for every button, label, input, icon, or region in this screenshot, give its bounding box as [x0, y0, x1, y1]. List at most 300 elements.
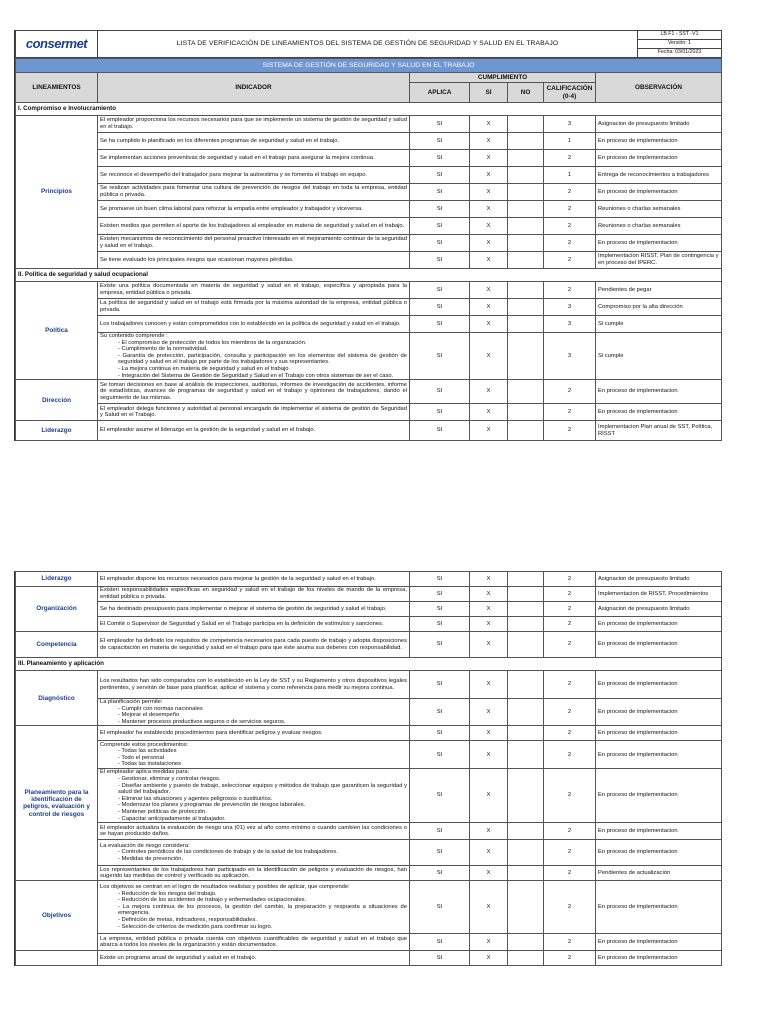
- no-cell: [508, 823, 544, 840]
- si-cell: X: [470, 934, 508, 951]
- aplica-cell: SI: [410, 201, 470, 218]
- aplica-cell: SI: [410, 404, 470, 421]
- table-row: [16, 282, 722, 299]
- aplica-cell: SI: [410, 421, 470, 441]
- indicador-cell: [98, 184, 410, 201]
- table-row: [16, 602, 722, 617]
- section-row: [16, 269, 722, 282]
- observacion-cell: Implementacion Plan anual de SST, Política, RISST: [596, 421, 722, 441]
- calificacion-cell: 1: [544, 167, 596, 184]
- indicador-line: - Gestionar, eliminar y controlar riesgos.: [118, 775, 221, 782]
- observacion-cell: Compromiso por la alta dirección: [596, 299, 722, 316]
- no-cell: [508, 380, 544, 404]
- no-cell: [508, 116, 544, 133]
- table-row: [16, 866, 722, 881]
- indicador-cell: [98, 333, 410, 380]
- si-cell: X: [470, 632, 508, 658]
- indicador-line: Existe un programa anual de seguridad y salud en el trabajo.: [100, 954, 257, 961]
- indicador-cell: [98, 299, 410, 316]
- indicador-line: La evaluación de riesgo considera:: [100, 842, 190, 849]
- no-cell: [508, 866, 544, 881]
- no-cell: [508, 699, 544, 726]
- col-no: NO: [508, 83, 544, 103]
- indicador-line: Se reconoce el desempeño del trabajador para mejorar la autoestima y se fomenta el trabajo en equipo.: [100, 171, 368, 178]
- aplica-cell: SI: [410, 741, 470, 769]
- table-row: [16, 726, 722, 741]
- calificacion-cell: 2: [544, 602, 596, 617]
- si-cell: X: [470, 235, 508, 252]
- table-row: [16, 184, 722, 201]
- indicador-line: Los representantes de los trabajadores han participado en la identificación de peligros y evaluación de riesgos, han sugerido las medidas de control y verificado su aplicación.: [100, 866, 407, 880]
- indicador-cell: [98, 671, 410, 699]
- no-cell: [508, 201, 544, 218]
- calificacion-cell: 1: [544, 133, 596, 150]
- si-cell: X: [470, 116, 508, 133]
- observacion-cell: Si cumple: [596, 333, 722, 380]
- indicador-line: - Diseñar ambiente y puesto de trabajo, seleccionar equipos y métodos de trabajo que garanticen la seguridad y salud del trabajador.: [118, 782, 407, 796]
- indicador-line: - Cumplir con normas nacionales: [118, 705, 203, 712]
- indicador-cell: [98, 218, 410, 235]
- no-cell: [508, 252, 544, 269]
- no-cell: [508, 235, 544, 252]
- table-row: [16, 951, 722, 966]
- calificacion-cell: 2: [544, 951, 596, 966]
- indicador-line: Existen medios que permiten el aporte de los trabajadores al empleador en materia de seguridad y salud en el trabajo.: [100, 222, 405, 229]
- si-cell: X: [470, 218, 508, 235]
- aplica-cell: SI: [410, 699, 470, 726]
- observacion-cell: Asignacion de presupuesto limitado: [596, 116, 722, 133]
- si-cell: X: [470, 572, 508, 587]
- calificacion-cell: 2: [544, 823, 596, 840]
- calificacion-cell: 2: [544, 769, 596, 823]
- indicador-line: - Todas las actividades: [118, 748, 177, 755]
- table-row: [16, 572, 722, 587]
- indicador-cell: [98, 150, 410, 167]
- si-cell: X: [470, 823, 508, 840]
- si-cell: X: [470, 252, 508, 269]
- table-row: [16, 235, 722, 252]
- no-cell: [508, 184, 544, 201]
- indicador-line: El empleador dispone los recursos necesarios para mejorar la gestión de la seguridad y salud en el trabajo.: [100, 575, 376, 582]
- indicador-line: - El compromiso de protección de todos los miembros de la organización.: [118, 339, 307, 346]
- no-cell: [508, 840, 544, 866]
- table-row: [16, 741, 722, 769]
- no-cell: [508, 726, 544, 741]
- no-cell: [508, 133, 544, 150]
- observacion-cell: En proceso de implementacion: [596, 184, 722, 201]
- indicador-line: Existe una política documentada en materia de seguridad y salud en el trabajo, específica y apropiada para la empresa, entidad pública o privada.: [100, 283, 407, 296]
- aplica-cell: SI: [410, 572, 470, 587]
- observacion-cell: Implementacion RISST, Plan de contingencia y en proceso del IPERC.: [596, 252, 722, 269]
- calificacion-cell: 2: [544, 617, 596, 632]
- calificacion-cell: 2: [544, 632, 596, 658]
- company-logo: consermet: [16, 31, 98, 58]
- checklist-table-2: [15, 571, 722, 966]
- no-cell: [508, 602, 544, 617]
- lineamiento-cell: Competencia: [16, 632, 98, 658]
- indicador-line: Se ha destinado presupuesto para implementar o mejorar el sistema de gestión de seguridad y salud el trabajo.: [100, 605, 387, 612]
- no-cell: [508, 741, 544, 769]
- indicador-line: El empleador asume el liderazgo en la gestión de la seguridad y salud en el trabajo.: [100, 427, 316, 434]
- indicador-line: - La mejora continua de los procesos, la gestión del cambio, la preparación y respuesta a situaciones de emergencia.: [118, 903, 407, 917]
- calificacion-cell: 2: [544, 572, 596, 587]
- si-cell: X: [470, 133, 508, 150]
- table-row: [16, 218, 722, 235]
- indicador-cell: [98, 252, 410, 269]
- indicador-cell: [98, 380, 410, 404]
- table-row: [16, 333, 722, 380]
- indicador-line: Se toman decisiones en base al análisis de inspecciones, auditorias, informes de investigación de accidentes, informe de estadísticas, avances de programas de seguridad y salud en el trabajo y opiniones de trabajadores, dando el seguimiento de las mismas.: [100, 381, 407, 401]
- indicador-line: El empleador ha establecido procedimientos para identificar peligros y evaluar riesgos.: [100, 730, 323, 737]
- indicador-line: Los resultados han sido comparados con lo establecido en la Ley de SST y su Reglamento y otros dispositivos legales pertinentes, y servirán de base para planificar, aplicar el sistema y como referencia para medir su mejora continua.: [100, 677, 407, 691]
- si-cell: X: [470, 201, 508, 218]
- indicador-cell: [98, 404, 410, 421]
- indicador-line: Su contenido comprende :: [100, 333, 168, 339]
- document-code: LB F1 - SST -V1: [638, 31, 722, 40]
- indicador-line: Se realizan actividades para fomentar una cultura de prevención de riesgos del trabajo en toda la empresa, entidad pública o privada.: [100, 185, 407, 198]
- calificacion-cell: 2: [544, 934, 596, 951]
- indicador-cell: [98, 421, 410, 441]
- lineamiento-cell: Liderazgo: [16, 421, 98, 441]
- table-row: [16, 380, 722, 404]
- indicador-line: La política de seguridad y salud en el trabajo está firmada por la máxima autoridad de la empresa, entidad pública o privada.: [100, 300, 407, 313]
- observacion-cell: En proceso de implementacion: [596, 934, 722, 951]
- indicador-line: El Comité o Supervisor de Seguridad y Salud en el Trabajo participa en la definición de estímulos y sanciones.: [100, 620, 384, 627]
- aplica-cell: SI: [410, 316, 470, 333]
- si-cell: X: [470, 726, 508, 741]
- si-cell: X: [470, 617, 508, 632]
- observacion-cell: Asignacion de presupuesto limitado: [596, 602, 722, 617]
- aplica-cell: SI: [410, 632, 470, 658]
- si-cell: X: [470, 741, 508, 769]
- observacion-cell: Reuniones o charlas semanales: [596, 218, 722, 235]
- indicador-cell: [98, 617, 410, 632]
- indicador-cell: [98, 866, 410, 881]
- observacion-cell: En proceso de implementacion: [596, 840, 722, 866]
- calificacion-cell: 2: [544, 881, 596, 934]
- aplica-cell: SI: [410, 617, 470, 632]
- si-cell: X: [470, 421, 508, 441]
- table-row: [16, 150, 722, 167]
- indicador-line: - Definición de metas, indicadores, responsabilidades.: [118, 917, 257, 924]
- indicador-line: - Controles periódicos de las condiciones de trabajo y de la salud de los trabajadores.: [118, 849, 338, 856]
- no-cell: [508, 167, 544, 184]
- indicador-cell: [98, 572, 410, 587]
- indicador-cell: [98, 282, 410, 299]
- si-cell: X: [470, 671, 508, 699]
- observacion-cell: En proceso de implementacion: [596, 671, 722, 699]
- indicador-cell: [98, 316, 410, 333]
- aplica-cell: SI: [410, 587, 470, 602]
- observacion-cell: En proceso de implementacion: [596, 632, 722, 658]
- indicador-cell: [98, 769, 410, 823]
- lineamiento-cell: [16, 951, 98, 966]
- si-cell: X: [470, 699, 508, 726]
- calificacion-cell: 2: [544, 726, 596, 741]
- indicador-cell: [98, 934, 410, 951]
- table-row: [16, 617, 722, 632]
- indicador-line: - Modernizar los planes y programas de prevención de riesgos laborales.: [118, 802, 306, 809]
- indicador-line: - Mantener políticas de protección.: [118, 808, 207, 815]
- indicador-line: - Reducción de los accidentes de trabajo y enfermedades ocupacionales.: [118, 897, 307, 904]
- table-row: [16, 116, 722, 133]
- calificacion-cell: 2: [544, 380, 596, 404]
- indicador-cell: [98, 699, 410, 726]
- indicador-cell: [98, 235, 410, 252]
- indicador-line: La planificación permite:: [100, 699, 163, 705]
- indicador-line: Se tiene evaluado los principales riesgos que ocasionan mayores pérdidas.: [100, 256, 294, 263]
- si-cell: X: [470, 840, 508, 866]
- calificacion-cell: 2: [544, 201, 596, 218]
- aplica-cell: SI: [410, 881, 470, 934]
- observacion-cell: Implementacion de RISST, Procedimientos: [596, 587, 722, 602]
- col-si: SI: [470, 83, 508, 103]
- indicador-cell: [98, 602, 410, 617]
- indicador-line: El empleador actualiza la evaluación de riesgo una (01) vez al año como mínimo o cuando cambien las condiciones o se hayan producido daños.: [100, 824, 407, 838]
- observacion-cell: En proceso de implementacion: [596, 951, 722, 966]
- indicador-cell: [98, 881, 410, 934]
- document-title: LISTA DE VERIFICACIÓN DE LINEAMIENTOS DEL SISTEMA DE GESTIÓN DE SEGURIDAD Y SALUD EN EL TRABAJO: [98, 31, 638, 58]
- document-date: Fecha: 03/01/2023: [638, 49, 722, 58]
- col-aplica: APLICA: [410, 83, 470, 103]
- calificacion-cell: 2: [544, 235, 596, 252]
- indicador-cell: [98, 823, 410, 840]
- lineamiento-cell: Objetivos: [16, 881, 98, 951]
- aplica-cell: SI: [410, 116, 470, 133]
- calificacion-cell: 2: [544, 282, 596, 299]
- table-row: [16, 671, 722, 699]
- observacion-cell: Si cumple: [596, 316, 722, 333]
- no-cell: [508, 333, 544, 380]
- table-row: [16, 252, 722, 269]
- indicador-line: Existen mecanismos de reconocimiento del personal proactivo interesado en el mejoramiento continuo de la seguridad y salud en el trabajo.: [100, 236, 407, 249]
- indicador-line: - Garantía de protección, participación, consulta y participación en los elementos del sistema de gestión de seguridad y salud en el trabajo por parte de los trabajadores y sus representantes.: [118, 352, 407, 366]
- indicador-line: El empleador proporciona los recursos necesarios para que se implemente un sistema de gestión de seguridad y salud en el trabajo.: [100, 117, 407, 130]
- col-observacion: OBSERVACIÓN: [596, 73, 722, 103]
- indicador-line: - Reducción de los riesgos del trabajo.: [118, 890, 217, 897]
- lineamiento-cell: Organización: [16, 587, 98, 632]
- observacion-cell: Pendientes de pegar: [596, 282, 722, 299]
- no-cell: [508, 572, 544, 587]
- indicador-cell: [98, 587, 410, 602]
- col-cumplimiento: CUMPLIMIENTO: [410, 73, 596, 83]
- observacion-cell: En proceso de implementacion: [596, 380, 722, 404]
- indicador-line: - Selección de criterios de medición para confirmar su logro.: [118, 923, 273, 930]
- observacion-cell: En proceso de implementacion: [596, 617, 722, 632]
- indicador-line: - Integración del Sistema de Gestión de Seguridad y Salud en el Trabajo con otros sistemas de ser el caso.: [118, 372, 394, 379]
- no-cell: [508, 421, 544, 441]
- no-cell: [508, 632, 544, 658]
- observacion-cell: Asignacion de presupuesto limitado: [596, 572, 722, 587]
- col-calificacion: CALIFICACIÓN (0-4): [544, 83, 596, 103]
- si-cell: X: [470, 184, 508, 201]
- aplica-cell: SI: [410, 671, 470, 699]
- indicador-line: - La mejora continua en materia de seguridad y salud en el trabajo: [118, 365, 289, 372]
- indicador-line: - Capacitar anticipadamente al trabajador.: [118, 815, 226, 822]
- indicador-line: Los trabajadores conocen y están comprometidos con lo establecido en la política de seguridad y salud en el trabajo.: [100, 320, 401, 327]
- calificacion-cell: 2: [544, 866, 596, 881]
- indicador-line: - Cumplimiento de la normatividad.: [118, 346, 208, 353]
- calificacion-cell: 2: [544, 252, 596, 269]
- calificacion-cell: 2: [544, 587, 596, 602]
- si-cell: X: [470, 404, 508, 421]
- observacion-cell: En proceso de implementacion: [596, 741, 722, 769]
- table-row: [16, 699, 722, 726]
- no-cell: [508, 934, 544, 951]
- lineamiento-cell: Diagnóstico: [16, 671, 98, 726]
- aplica-cell: SI: [410, 235, 470, 252]
- indicador-line: El empleador ha definido los requisitos de competencia necesarios para cada puesto de trabajo y adopta disposiciones de capacitación en materia de seguridad y salud en el trabajo para que éste asuma sus deberes con responsabilidad.: [100, 637, 407, 651]
- no-cell: [508, 218, 544, 235]
- aplica-cell: SI: [410, 252, 470, 269]
- calificacion-cell: 3: [544, 333, 596, 380]
- indicador-cell: [98, 632, 410, 658]
- aplica-cell: SI: [410, 602, 470, 617]
- indicador-cell: [98, 726, 410, 741]
- table-row: [16, 934, 722, 951]
- indicador-line: Existen responsabilidades específicas en seguridad y salud en el trabajo de los niveles de mando de la empresa, entidad pública o privada.: [100, 587, 407, 600]
- aplica-cell: SI: [410, 299, 470, 316]
- indicador-line: - Medidas de prevención.: [118, 855, 184, 862]
- table-row: [16, 404, 722, 421]
- no-cell: [508, 150, 544, 167]
- aplica-cell: SI: [410, 769, 470, 823]
- indicador-line: Los objetivos se centran en el logro de resultados realistas y posibles de aplicar, que comprende:: [100, 884, 350, 891]
- si-cell: X: [470, 602, 508, 617]
- si-cell: X: [470, 380, 508, 404]
- indicador-cell: [98, 741, 410, 769]
- table-row: [16, 587, 722, 602]
- aplica-cell: SI: [410, 167, 470, 184]
- observacion-cell: En proceso de implementacion: [596, 404, 722, 421]
- section-title: II. Política de seguridad y salud ocupacional: [16, 269, 722, 282]
- si-cell: X: [470, 282, 508, 299]
- calificacion-cell: 3: [544, 316, 596, 333]
- aplica-cell: SI: [410, 823, 470, 840]
- table-row: [16, 769, 722, 823]
- observacion-cell: En proceso de implementacion: [596, 150, 722, 167]
- table-row: [16, 823, 722, 840]
- calificacion-cell: 3: [544, 116, 596, 133]
- col-lineamientos: LINEAMIENTOS: [16, 73, 98, 103]
- indicador-cell: [98, 951, 410, 966]
- no-cell: [508, 282, 544, 299]
- calificacion-cell: 2: [544, 671, 596, 699]
- observacion-cell: Reuniones o charlas semanales: [596, 201, 722, 218]
- calificacion-cell: 2: [544, 699, 596, 726]
- table-row: [16, 167, 722, 184]
- table-row: [16, 881, 722, 934]
- lineamiento-cell: Principios: [16, 116, 98, 269]
- aplica-cell: SI: [410, 951, 470, 966]
- indicador-line: Se ha cumplido lo planificado en los diferentes programas de seguridad y salud en el trabajo.: [100, 137, 340, 144]
- si-cell: X: [470, 316, 508, 333]
- aplica-cell: SI: [410, 840, 470, 866]
- si-cell: X: [470, 769, 508, 823]
- document-version: Versión: 1: [638, 40, 722, 49]
- section-row: [16, 658, 722, 671]
- si-cell: X: [470, 150, 508, 167]
- indicador-cell: [98, 840, 410, 866]
- table-row: [16, 133, 722, 150]
- indicador-line: El empleador delega funciones y autoridad al personal encargado de implementar el sistema de gestión de Seguridad y Salud en el Trabajo.: [100, 405, 407, 419]
- aplica-cell: SI: [410, 333, 470, 380]
- no-cell: [508, 587, 544, 602]
- no-cell: [508, 951, 544, 966]
- lineamiento-cell: Planeamiento para la identificación de peligros, evaluación y control de riesgos: [16, 726, 98, 881]
- observacion-cell: En proceso de implementacion: [596, 823, 722, 840]
- si-cell: X: [470, 299, 508, 316]
- document-header: [15, 30, 722, 58]
- aplica-cell: SI: [410, 866, 470, 881]
- no-cell: [508, 671, 544, 699]
- aplica-cell: SI: [410, 380, 470, 404]
- si-cell: X: [470, 167, 508, 184]
- indicador-line: - Todas las instalaciones: [118, 761, 182, 768]
- checklist-page-1: [14, 30, 722, 441]
- calificacion-cell: 3: [544, 299, 596, 316]
- observacion-cell: En proceso de implementacion: [596, 235, 722, 252]
- checklist-table-1: [15, 58, 722, 441]
- si-cell: X: [470, 866, 508, 881]
- observacion-cell: En proceso de implementacion: [596, 726, 722, 741]
- no-cell: [508, 316, 544, 333]
- table-row: [16, 201, 722, 218]
- calificacion-cell: 2: [544, 184, 596, 201]
- table-row: [16, 421, 722, 441]
- no-cell: [508, 881, 544, 934]
- table-row: [16, 299, 722, 316]
- calificacion-cell: 2: [544, 421, 596, 441]
- calificacion-cell: 2: [544, 404, 596, 421]
- lineamiento-cell: Dirección: [16, 380, 98, 421]
- lineamiento-cell: Política: [16, 282, 98, 380]
- section-row: [16, 103, 722, 116]
- indicador-line: Se implementan acciones preventivas de seguridad y salud en el trabajo para asegurar la mejora continua.: [100, 154, 375, 161]
- calificacion-cell: 2: [544, 840, 596, 866]
- si-cell: X: [470, 951, 508, 966]
- table-row: [16, 632, 722, 658]
- no-cell: [508, 299, 544, 316]
- observacion-cell: En proceso de implementacion: [596, 769, 722, 823]
- indicador-line: - Eliminar las situaciones y agentes peligrosos o sustituirlos.: [118, 795, 273, 802]
- table-row: [16, 840, 722, 866]
- si-cell: X: [470, 587, 508, 602]
- indicador-line: El empleador aplica medidas para:: [100, 769, 190, 776]
- aplica-cell: SI: [410, 150, 470, 167]
- aplica-cell: SI: [410, 282, 470, 299]
- checklist-page-2: [14, 571, 722, 966]
- indicador-cell: [98, 116, 410, 133]
- indicador-line: La empresa, entidad pública o privada cuenta con objetivos cuantificables de seguridad y salud en el trabajo que abarca a todos los niveles de la organización y están documentados.: [100, 935, 407, 949]
- no-cell: [508, 769, 544, 823]
- system-banner: SISTEMA DE GESTIÓN DE SEGURIDAD Y SALUD EN EL TRABAJO: [16, 59, 722, 73]
- aplica-cell: SI: [410, 726, 470, 741]
- table-row: [16, 316, 722, 333]
- indicador-cell: [98, 133, 410, 150]
- no-cell: [508, 617, 544, 632]
- calificacion-cell: 2: [544, 218, 596, 235]
- calificacion-cell: 2: [544, 150, 596, 167]
- si-cell: X: [470, 881, 508, 934]
- indicador-line: Se promueve un buen clima laboral para reforzar la empatía entre empleador y trabajador y viceversa.: [100, 205, 363, 212]
- indicador-cell: [98, 167, 410, 184]
- no-cell: [508, 404, 544, 421]
- observacion-cell: En proceso de implementacion: [596, 881, 722, 934]
- aplica-cell: SI: [410, 184, 470, 201]
- indicador-line: - Mantener procesos productivos seguros o de servicios seguros.: [118, 718, 286, 725]
- section-title: I. Compromiso e Involucramiento: [16, 103, 722, 116]
